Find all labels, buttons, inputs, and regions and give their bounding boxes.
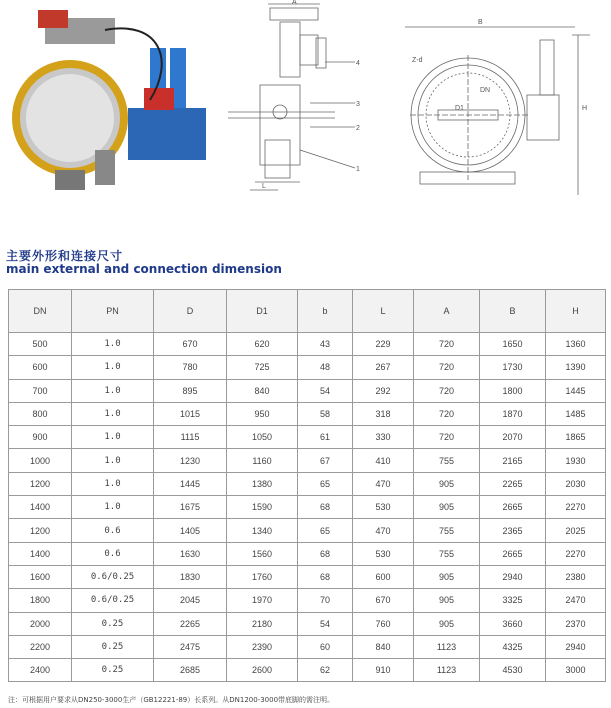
column-header: b bbox=[298, 290, 353, 333]
table-cell: 620 bbox=[227, 333, 298, 356]
table-cell: 2470 bbox=[546, 589, 606, 612]
table-row bbox=[9, 589, 606, 612]
table-cell: 500 bbox=[9, 333, 72, 356]
label-4: 4 bbox=[356, 60, 360, 67]
table-cell: 2380 bbox=[546, 565, 606, 588]
table-cell: 3000 bbox=[546, 659, 606, 682]
table-cell: 1445 bbox=[154, 472, 227, 495]
table-cell: 1930 bbox=[546, 449, 606, 472]
table-cell: 1340 bbox=[227, 519, 298, 542]
table-cell: 905 bbox=[414, 565, 480, 588]
table-cell: 65 bbox=[298, 472, 353, 495]
table-cell: 840 bbox=[353, 635, 414, 658]
label-L: L bbox=[262, 183, 266, 190]
table-cell: 720 bbox=[414, 379, 480, 402]
table-cell: 1800 bbox=[9, 589, 72, 612]
table-cell: 470 bbox=[353, 472, 414, 495]
table-cell: 2045 bbox=[154, 589, 227, 612]
table-cell: 600 bbox=[353, 565, 414, 588]
table-cell: 2265 bbox=[154, 612, 227, 635]
table-header-row bbox=[9, 290, 606, 333]
table-row bbox=[9, 659, 606, 682]
table-cell: 2940 bbox=[480, 565, 546, 588]
table-cell: 2665 bbox=[480, 496, 546, 519]
table-cell: 2940 bbox=[546, 635, 606, 658]
table-cell: 292 bbox=[353, 379, 414, 402]
table-cell: 1400 bbox=[9, 496, 72, 519]
table-cell: 530 bbox=[353, 542, 414, 565]
table-cell: 1560 bbox=[227, 542, 298, 565]
column-header: DN bbox=[9, 290, 72, 333]
table-cell: 48 bbox=[298, 356, 353, 379]
table-row bbox=[9, 635, 606, 658]
table-cell: 1230 bbox=[154, 449, 227, 472]
column-header: B bbox=[480, 290, 546, 333]
table-cell: 65 bbox=[298, 519, 353, 542]
table-cell: 1200 bbox=[9, 519, 72, 542]
table-cell: 68 bbox=[298, 496, 353, 519]
valve-photo bbox=[0, 0, 215, 195]
table-cell: 2200 bbox=[9, 635, 72, 658]
table-cell: 1485 bbox=[546, 402, 606, 425]
table-row bbox=[9, 402, 606, 425]
table-cell: 720 bbox=[414, 356, 480, 379]
column-header: L bbox=[353, 290, 414, 333]
table-cell: 0.25 bbox=[72, 612, 154, 635]
table-row bbox=[9, 472, 606, 495]
table-cell: 670 bbox=[353, 589, 414, 612]
table-cell: 62 bbox=[298, 659, 353, 682]
table-cell: 1390 bbox=[546, 356, 606, 379]
table-cell: 800 bbox=[9, 402, 72, 425]
label-D1: D1 bbox=[455, 105, 464, 112]
table-cell: 0.6/0.25 bbox=[72, 589, 154, 612]
table-body bbox=[9, 333, 606, 682]
table-cell: 0.6 bbox=[72, 519, 154, 542]
dimension-table bbox=[8, 289, 606, 682]
table-cell: 1.0 bbox=[72, 449, 154, 472]
footnote: 注：可根据用户要求从DN250-3000生产（GB12221-89）长系列。从DN1200-3000带底脚的需注明。 bbox=[8, 696, 335, 704]
table-cell: 1123 bbox=[414, 659, 480, 682]
table-cell: 755 bbox=[414, 542, 480, 565]
table-cell: 755 bbox=[414, 519, 480, 542]
table-cell: 1000 bbox=[9, 449, 72, 472]
table-cell: 410 bbox=[353, 449, 414, 472]
table-cell: 755 bbox=[414, 449, 480, 472]
section-title-chinese: 主要外形和连接尺寸 bbox=[6, 249, 124, 263]
table-cell: 900 bbox=[9, 426, 72, 449]
table-cell: 1800 bbox=[480, 379, 546, 402]
table-cell: 2475 bbox=[154, 635, 227, 658]
table-row bbox=[9, 449, 606, 472]
table-cell: 1.0 bbox=[72, 333, 154, 356]
table-cell: 2265 bbox=[480, 472, 546, 495]
table-cell: 1380 bbox=[227, 472, 298, 495]
table-cell: 1050 bbox=[227, 426, 298, 449]
table-cell: 2025 bbox=[546, 519, 606, 542]
table-cell: 905 bbox=[414, 496, 480, 519]
table-cell: 1675 bbox=[154, 496, 227, 519]
table-cell: 2390 bbox=[227, 635, 298, 658]
table-cell: 61 bbox=[298, 426, 353, 449]
table-cell: 1160 bbox=[227, 449, 298, 472]
table-cell: 905 bbox=[414, 612, 480, 635]
table-cell: 720 bbox=[414, 402, 480, 425]
table-cell: 780 bbox=[154, 356, 227, 379]
table-cell: 68 bbox=[298, 565, 353, 588]
table-cell: 1830 bbox=[154, 565, 227, 588]
table-cell: 1015 bbox=[154, 402, 227, 425]
label-A: A bbox=[292, 0, 297, 6]
table-row bbox=[9, 333, 606, 356]
table-cell: 1630 bbox=[154, 542, 227, 565]
table-cell: 1865 bbox=[546, 426, 606, 449]
table-cell: 2270 bbox=[546, 496, 606, 519]
table-cell: 70 bbox=[298, 589, 353, 612]
table-cell: 2270 bbox=[546, 542, 606, 565]
table-cell: 330 bbox=[353, 426, 414, 449]
table-cell: 318 bbox=[353, 402, 414, 425]
table-cell: 2370 bbox=[546, 612, 606, 635]
table-cell: 470 bbox=[353, 519, 414, 542]
label-B: B bbox=[478, 19, 483, 26]
table-cell: 840 bbox=[227, 379, 298, 402]
table-cell: 1.0 bbox=[72, 496, 154, 519]
table-cell: 0.6/0.25 bbox=[72, 565, 154, 588]
table-cell: 2165 bbox=[480, 449, 546, 472]
table-cell: 43 bbox=[298, 333, 353, 356]
table-cell: 1405 bbox=[154, 519, 227, 542]
table-cell: 950 bbox=[227, 402, 298, 425]
column-header: D1 bbox=[227, 290, 298, 333]
table-cell: 1.0 bbox=[72, 379, 154, 402]
table-cell: 58 bbox=[298, 402, 353, 425]
table-cell: 2400 bbox=[9, 659, 72, 682]
table-cell: 2070 bbox=[480, 426, 546, 449]
table-cell: 1970 bbox=[227, 589, 298, 612]
table-cell: 670 bbox=[154, 333, 227, 356]
table-cell: 905 bbox=[414, 472, 480, 495]
label-2: 2 bbox=[356, 125, 360, 132]
table-row bbox=[9, 356, 606, 379]
label-3: 3 bbox=[356, 101, 360, 108]
table-row bbox=[9, 379, 606, 402]
table-cell: 700 bbox=[9, 379, 72, 402]
label-Zd: Z-d bbox=[412, 57, 423, 64]
table-cell: 720 bbox=[414, 333, 480, 356]
side-view-drawing bbox=[228, 4, 355, 190]
section-title-english: main external and connection dimension bbox=[6, 262, 282, 276]
table-row bbox=[9, 612, 606, 635]
column-header: A bbox=[414, 290, 480, 333]
table-cell: 2665 bbox=[480, 542, 546, 565]
table-cell: 1760 bbox=[227, 565, 298, 588]
table-cell: 3325 bbox=[480, 589, 546, 612]
table-cell: 1730 bbox=[480, 356, 546, 379]
product-figures bbox=[0, 0, 611, 210]
table-cell: 1200 bbox=[9, 472, 72, 495]
table-cell: 4530 bbox=[480, 659, 546, 682]
table-cell: 1600 bbox=[9, 565, 72, 588]
label-H: H bbox=[582, 105, 588, 112]
table-cell: 2030 bbox=[546, 472, 606, 495]
table-cell: 1.0 bbox=[72, 426, 154, 449]
table-cell: 905 bbox=[414, 589, 480, 612]
table-cell: 910 bbox=[353, 659, 414, 682]
table-cell: 1650 bbox=[480, 333, 546, 356]
table-cell: 229 bbox=[353, 333, 414, 356]
table-cell: 1.0 bbox=[72, 356, 154, 379]
table-cell: 720 bbox=[414, 426, 480, 449]
table-row bbox=[9, 542, 606, 565]
table-cell: 1115 bbox=[154, 426, 227, 449]
table-cell: 0.6 bbox=[72, 542, 154, 565]
table-cell: 2685 bbox=[154, 659, 227, 682]
table-row bbox=[9, 426, 606, 449]
table-row bbox=[9, 496, 606, 519]
table-cell: 2180 bbox=[227, 612, 298, 635]
table-cell: 54 bbox=[298, 379, 353, 402]
table-cell: 2000 bbox=[9, 612, 72, 635]
table-cell: 1123 bbox=[414, 635, 480, 658]
table-cell: 530 bbox=[353, 496, 414, 519]
table-cell: 1360 bbox=[546, 333, 606, 356]
front-view-drawing bbox=[405, 27, 590, 195]
table-cell: 895 bbox=[154, 379, 227, 402]
table-cell: 54 bbox=[298, 612, 353, 635]
table-cell: 60 bbox=[298, 635, 353, 658]
table-cell: 1.0 bbox=[72, 402, 154, 425]
table-cell: 1870 bbox=[480, 402, 546, 425]
table-cell: 1400 bbox=[9, 542, 72, 565]
table-row bbox=[9, 519, 606, 542]
column-header: PN bbox=[72, 290, 154, 333]
column-header: D bbox=[154, 290, 227, 333]
table-cell: 1445 bbox=[546, 379, 606, 402]
table-cell: 4325 bbox=[480, 635, 546, 658]
table-cell: 2365 bbox=[480, 519, 546, 542]
label-1: 1 bbox=[356, 166, 360, 173]
table-row bbox=[9, 565, 606, 588]
column-header: H bbox=[546, 290, 606, 333]
table-cell: 1.0 bbox=[72, 472, 154, 495]
table-cell: 0.25 bbox=[72, 635, 154, 658]
table-cell: 2600 bbox=[227, 659, 298, 682]
table-cell: 3660 bbox=[480, 612, 546, 635]
table-cell: 67 bbox=[298, 449, 353, 472]
table-cell: 600 bbox=[9, 356, 72, 379]
table-cell: 760 bbox=[353, 612, 414, 635]
table-cell: 725 bbox=[227, 356, 298, 379]
table-cell: 0.25 bbox=[72, 659, 154, 682]
table-cell: 68 bbox=[298, 542, 353, 565]
table-cell: 267 bbox=[353, 356, 414, 379]
table-cell: 1590 bbox=[227, 496, 298, 519]
label-DN: DN bbox=[480, 87, 491, 94]
